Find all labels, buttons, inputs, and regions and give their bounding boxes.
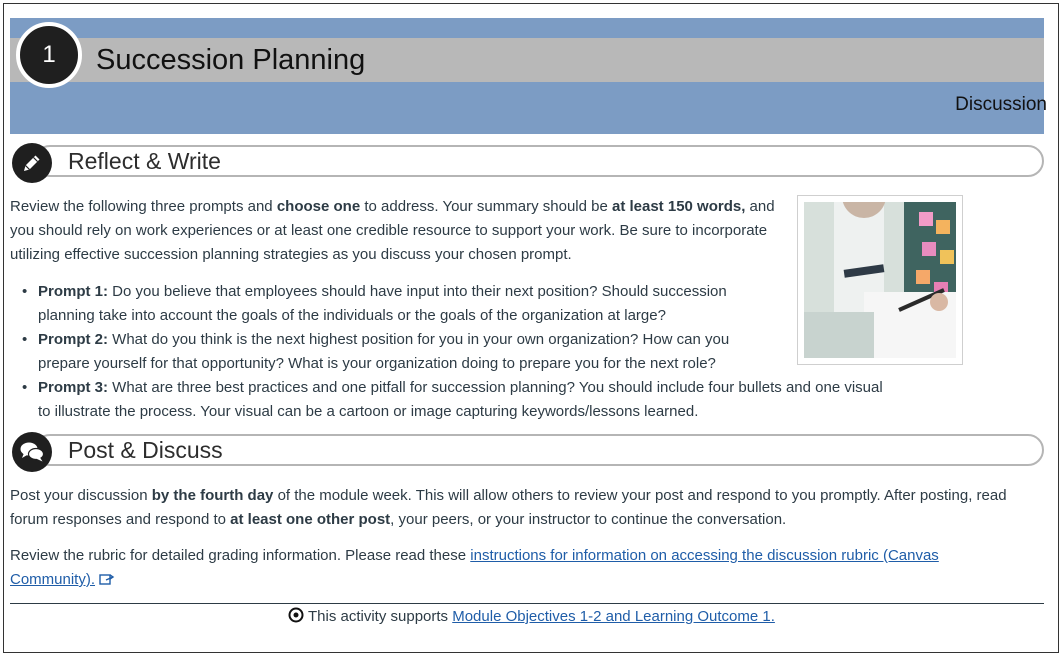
list-item [14, 280, 774, 328]
prompt-text: What do you think is the next highest position for you in your own organization? How can you prepare yourself for that opportunity? What is your organization doing to prepare you for the next role? [38, 331, 730, 372]
external-link-icon[interactable] [99, 573, 115, 585]
intro-text-3: and you should rely on work experiences or at least one credible resource to support your work. Be sure to incorporate utilizing effective succession planning strategies as you discuss your chosen prompt. [10, 198, 775, 263]
list-item [14, 376, 894, 424]
section-title-discuss: Post & Discuss [68, 437, 223, 463]
module-number-badge [16, 22, 82, 88]
pencil-icon [12, 143, 52, 183]
module-number: 1 [42, 41, 56, 68]
discuss-text-2: of the module week. This will allow others to review your post and respond to you promptly. After posting, read forum responses and respond to [10, 487, 1007, 528]
discuss-paragraph-2 [10, 544, 1010, 592]
module-objectives-link[interactable]: Module Objectives 1-2 and Learning Outcome 1. [452, 608, 775, 625]
rubric-instructions-link[interactable]: instructions for information on accessing the discussion rubric (Canvas Community). [10, 547, 939, 588]
discuss-bold-2: at least one other post [230, 511, 391, 528]
prompt-label: Prompt 1: [38, 283, 109, 300]
footer-divider [10, 603, 1044, 604]
intro-text-2: to address. Your summary should be [360, 198, 612, 215]
discuss-rubric-text: Review the rubric for detailed grading information. Please read these [10, 547, 471, 564]
banner-top-band [10, 18, 1044, 38]
prompt-list [14, 280, 894, 424]
section-header-discuss [10, 432, 1044, 470]
prompt-label: Prompt 3: [38, 379, 109, 396]
reflect-intro-paragraph [10, 195, 780, 267]
section-header-reflect [10, 143, 1044, 181]
discuss-paragraph-1 [10, 484, 1046, 532]
discuss-bold-1: by the fourth day [151, 487, 274, 504]
section-title-reflect: Reflect & Write [68, 148, 221, 174]
intro-text-1: Review the following three prompts and [10, 198, 277, 215]
activity-support-footer [0, 606, 1063, 628]
intro-bold-2: at least 150 words, [611, 198, 746, 215]
page-title: Succession Planning [96, 44, 366, 76]
banner-bottom-band [10, 82, 1044, 134]
target-icon [288, 607, 304, 623]
discuss-text-1: Post your discussion [10, 487, 152, 504]
chat-bubbles-icon [12, 432, 52, 472]
prompt-label: Prompt 2: [38, 331, 109, 348]
prompt-text: Do you believe that employees should have input into their next position? Should succession planning take into account the goals of the individuals or the goals of the organization at large? [38, 283, 727, 324]
prompt-text: What are three best practices and one pitfall for succession planning? You should include four bullets and one visual to illustrate the process. Your visual can be a cartoon or image capturing keywords/lessons learned. [38, 379, 883, 420]
list-item [14, 328, 774, 376]
page-type-label: Discussion [955, 94, 1047, 115]
intro-bold-1: choose one [276, 198, 361, 215]
discuss-text-3: , your peers, or your instructor to continue the conversation. [390, 511, 787, 528]
footer-text: This activity supports [308, 608, 453, 625]
